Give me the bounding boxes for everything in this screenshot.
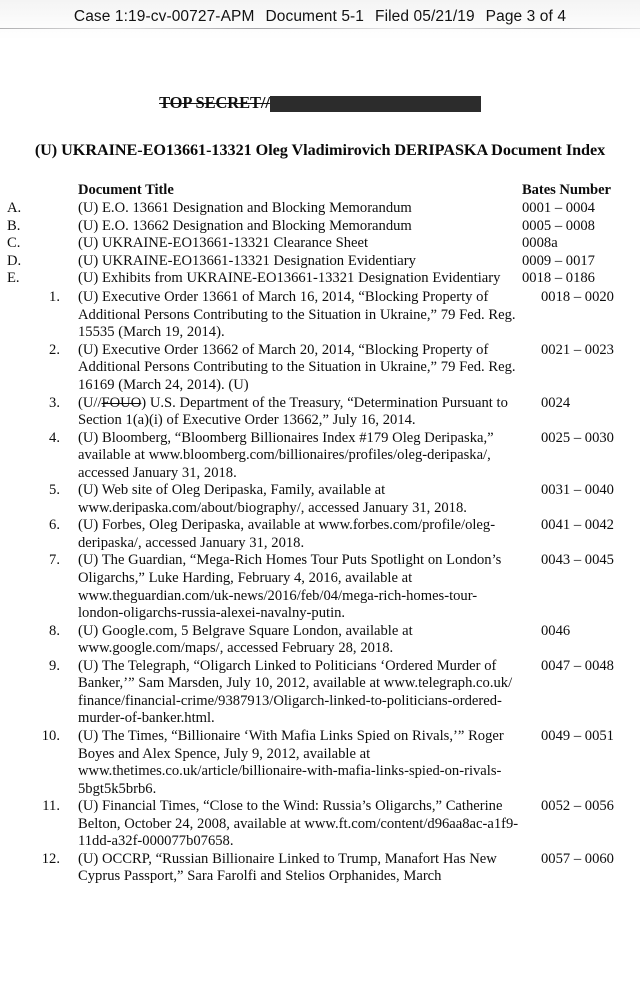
- ecf-case-number: Case 1:19-cv-00727-APM: [73, 8, 255, 25]
- row-document-title: (U) E.O. 13662 Designation and Blocking Memorandum: [78, 217, 412, 234]
- row-document-title: (U) The Times, “Billionaire ‘With Mafia Links Spied on Rivals,’” Roger Boyes and Alex Spence, July 9, 2012, available at www.thetimes.co.uk/article/billionaire-with-mafia-links-spied-on-rivals-5bgt5k5brb6.: [78, 727, 504, 797]
- row-bates-number: 0021 – 0023: [541, 341, 614, 358]
- row-marker: D.: [7, 252, 22, 269]
- column-header-document-title: Document Title: [78, 182, 174, 198]
- ecf-document-number: Document 5-1: [265, 8, 365, 25]
- row-marker: 10.: [41, 727, 60, 744]
- classification-prefix: (U//: [78, 394, 102, 411]
- row-document-title: (U) OCCRP, “Russian Billionaire Linked to Trump, Manafort Has New Cyprus Passport,” Sara Farolfi and Stelios Orphanides, March: [78, 850, 497, 885]
- row-document-title: [78, 395, 522, 430]
- document-index-table: [0, 182, 640, 886]
- table-row: [0, 200, 640, 218]
- table-row: [0, 728, 640, 798]
- row-document-title: (U) Executive Order 13661 of March 16, 2014, “Blocking Property of Additional Persons Contributing to the Situation in Ukraine,” 79 Fed. Reg. 15535 (March 19, 2014).: [78, 289, 516, 341]
- table-row: [0, 270, 640, 288]
- table-row: [0, 430, 640, 483]
- row-document-title: (U) Executive Order 13662 of March 20, 2014, “Blocking Property of Additional Persons Contributing to the Situation in Ukraine,” 79 Fed. Reg. 16169 (March 24, 2014). (U): [78, 341, 516, 394]
- ecf-header-divider: [0, 28, 640, 29]
- row-bates-number: 0025 – 0030: [541, 429, 614, 446]
- row-document-title: (U) Exhibits from UKRAINE-EO13661-13321 Designation Evidentiary: [78, 270, 501, 287]
- row-title-remainder: ) U.S. Department of the Treasury, “Determination Pursuant to Section 1(a)(i) of Executive Order 13662,” July 16, 2014.: [78, 394, 508, 429]
- classification-marking-text: TOP SECRET//: [159, 93, 270, 112]
- row-marker: 12.: [41, 850, 60, 867]
- row-bates-number: 0024: [541, 394, 571, 411]
- row-marker: 5.: [49, 482, 60, 499]
- row-marker: 4.: [49, 429, 60, 446]
- redaction-bar: [270, 96, 481, 112]
- row-bates-number: 0052 – 0056: [541, 798, 614, 815]
- row-document-title: (U) Web site of Oleg Deripaska, Family, available at www.deripaska.com/about/biography/, accessed January 31, 2018.: [78, 482, 467, 516]
- ecf-case-header: [0, 8, 640, 28]
- row-bates-number: 0005 – 0008: [522, 217, 595, 234]
- table-row: [0, 552, 640, 622]
- row-bates-number: 0043 – 0045: [541, 552, 614, 569]
- row-document-title: (U) Financial Times, “Close to the Wind: Russia’s Oligarchs,” Catherine Belton, October 24, 2008, available at www.ft.com/content/d96aa8ac-a1f9-11dd-a32f-000077b07658.: [78, 798, 519, 850]
- table-row: [0, 253, 640, 271]
- row-bates-number: 0057 – 0060: [541, 850, 614, 867]
- row-document-title: (U) UKRAINE-EO13661-13321 Designation Evidentiary: [78, 252, 416, 269]
- table-row: [0, 623, 640, 658]
- row-marker: 8.: [49, 622, 60, 639]
- row-marker: 9.: [49, 657, 60, 674]
- row-bates-number: 0031 – 0040: [541, 482, 614, 499]
- row-bates-number: 0009 – 0017: [522, 252, 595, 269]
- table-row: [0, 218, 640, 236]
- page-title: (U) UKRAINE-EO13661-13321 Oleg Vladimirovich DERIPASKA Document Index: [34, 141, 606, 159]
- row-bates-number: 0047 – 0048: [541, 657, 614, 674]
- row-document-title: (U) Bloomberg, “Bloomberg Billionaires Index #179 Oleg Deripaska,” available at www.bloomberg.com/billionaires/profiles/oleg-deripaska/, accessed January 31, 2018.: [78, 429, 494, 481]
- table-row: [0, 517, 640, 552]
- row-marker: B.: [7, 217, 21, 234]
- row-document-title: (U) The Telegraph, “Oligarch Linked to Politicians ‘Ordered Murder of Banker,’” Sam Marsden, July 10, 2012, available at www.telegraph.co.uk/ finance/financial-crime/9387913/Oligarch-linked-to-politicians-ordered- murder-of-banker.html.: [78, 657, 513, 727]
- row-marker: C.: [7, 235, 21, 252]
- table-row: [0, 289, 640, 342]
- table-row: [0, 851, 640, 886]
- row-document-title: (U) E.O. 13661 Designation and Blocking Memorandum: [78, 200, 412, 217]
- table-row: [0, 482, 640, 517]
- table-row: [0, 235, 640, 253]
- classification-banner: [0, 93, 640, 115]
- row-document-title: (U) UKRAINE-EO13661-13321 Clearance Sheet: [78, 235, 369, 252]
- table-row: [0, 342, 640, 395]
- column-header-bates-number: Bates Number: [522, 182, 611, 198]
- row-marker: 7.: [49, 552, 60, 569]
- row-marker: E.: [7, 270, 20, 287]
- row-marker: 6.: [49, 517, 60, 534]
- ecf-page-number: Page 3 of 4: [485, 8, 567, 25]
- row-bates-number: 0041 – 0042: [541, 517, 614, 534]
- row-bates-number: 0001 – 0004: [522, 200, 595, 217]
- row-document-title: (U) The Guardian, “Mega-Rich Homes Tour Puts Spotlight on London’s Oligarchs,” Luke Harding, February 4, 2016, available at www.theguardian.com/uk-news/2016/feb/04/mega-rich-homes-tour-london-oligarchs-russia-alexei-navalny-putin.: [78, 552, 502, 622]
- table-row: [0, 798, 640, 851]
- row-document-title: (U) Forbes, Oleg Deripaska, available at www.forbes.com/profile/oleg-deripaska/, accessed January 31, 2018.: [78, 517, 496, 551]
- row-marker: A.: [7, 200, 22, 217]
- table-row: [0, 395, 640, 430]
- table-header-row: [0, 182, 640, 200]
- table-row: [0, 658, 640, 728]
- row-bates-number: 0049 – 0051: [541, 727, 614, 744]
- row-bates-number: 0046: [541, 622, 571, 639]
- row-marker: 3.: [49, 394, 60, 411]
- row-bates-number: 0018 – 0020: [541, 289, 614, 306]
- struck-fouo-marking: FOUO: [101, 394, 142, 411]
- row-marker: 2.: [49, 341, 60, 358]
- row-marker: 1.: [49, 289, 60, 306]
- row-bates-number: 0008a: [522, 235, 558, 252]
- ecf-filed-date: Filed 05/21/19: [375, 8, 475, 25]
- row-bates-number: 0018 – 0186: [522, 270, 595, 287]
- row-marker: 11.: [42, 798, 60, 815]
- row-document-title: (U) Google.com, 5 Belgrave Square London, available at www.google.com/maps/, accessed February 28, 2018.: [78, 622, 413, 657]
